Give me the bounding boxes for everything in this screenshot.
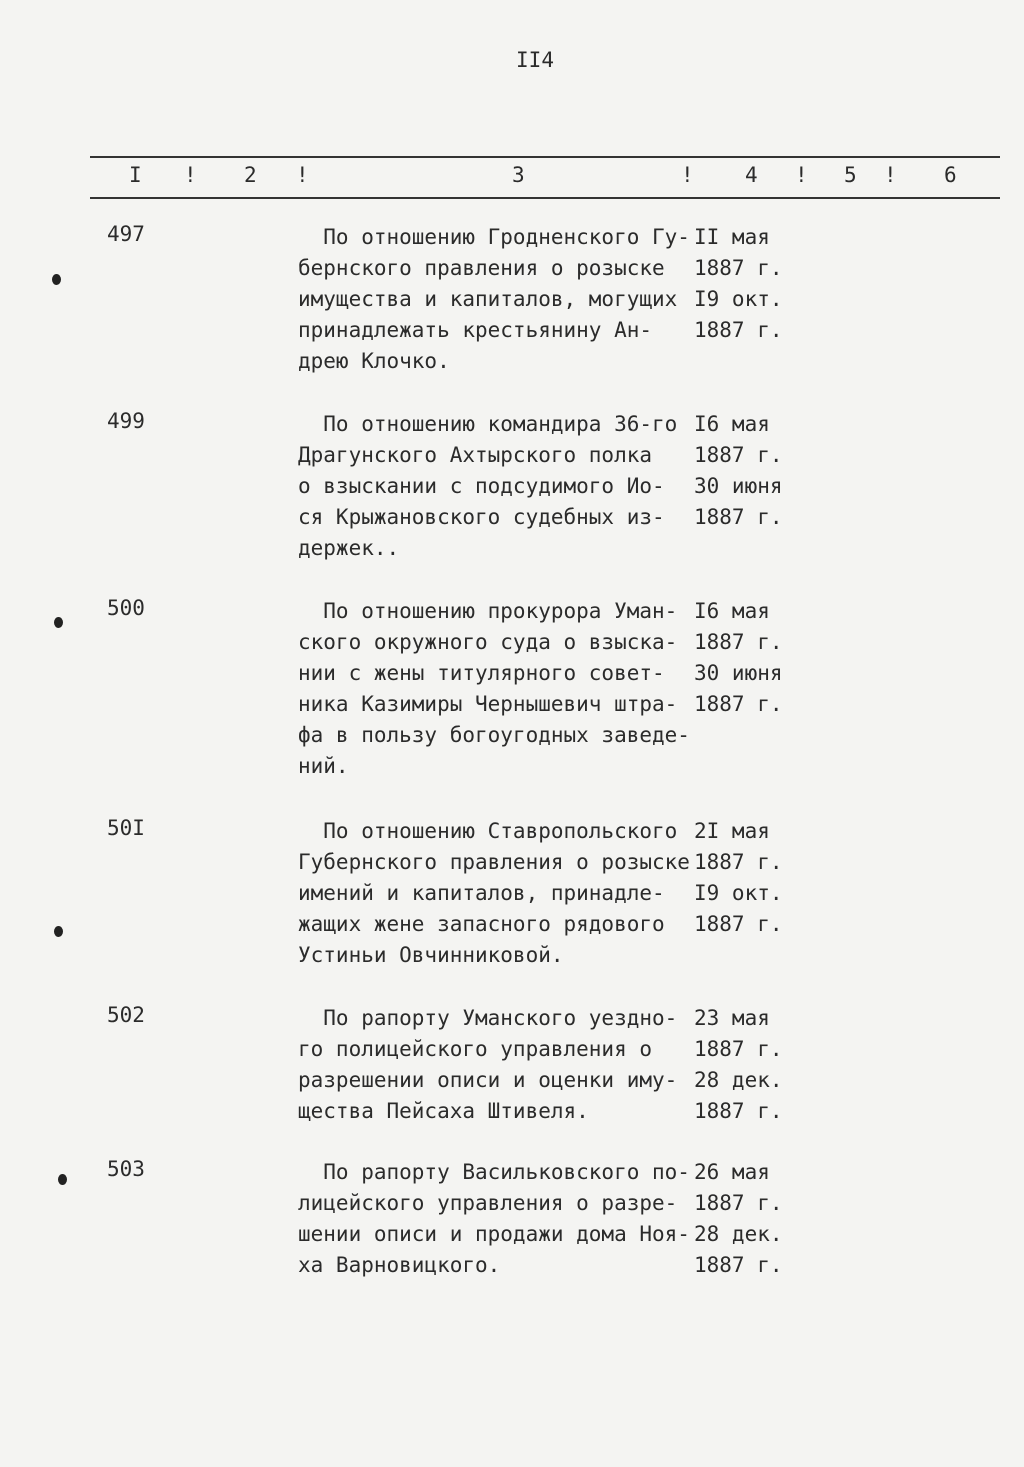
entry-description <box>298 409 698 564</box>
column-header-5: 5 <box>844 163 857 187</box>
entry-description <box>298 1157 698 1281</box>
entry-dates <box>694 409 814 533</box>
entry-description <box>298 222 698 377</box>
date-line: 2I мая <box>694 819 770 843</box>
entry-dates <box>694 596 814 720</box>
description-line: По отношению командира 36-го <box>298 412 678 436</box>
description-line: разрешении описи и оценки иму- <box>298 1068 678 1092</box>
description-line: По рапорту Уманского уездно- <box>298 1006 678 1030</box>
description-line: По рапорту Васильковского по- <box>298 1160 690 1184</box>
date-line: 23 мая <box>694 1006 770 1030</box>
description-line: щества Пейсаха Штивеля. <box>298 1099 589 1123</box>
date-line: 1887 г. <box>694 1253 783 1277</box>
date-line: 1887 г. <box>694 912 783 936</box>
date-line: 30 июня <box>694 474 783 498</box>
table-header-rule <box>90 197 1000 199</box>
description-line: бернского правления о розыске <box>298 256 665 280</box>
description-line: Устиньи Овчинниковой. <box>298 943 564 967</box>
column-header-3: 3 <box>512 163 525 187</box>
description-line: ского окружного суда о взыска- <box>298 630 678 654</box>
entry-description <box>298 816 698 971</box>
date-line: 26 мая <box>694 1160 770 1184</box>
description-line: лицейского управления о разре- <box>298 1191 678 1215</box>
punch-hole-mark <box>54 926 63 937</box>
column-separator: ! <box>884 163 897 187</box>
description-line: дрею Клочко. <box>298 349 450 373</box>
description-line: имущества и капиталов, могущих <box>298 287 678 311</box>
date-line: I9 окт. <box>694 881 783 905</box>
description-line: По отношению Ставропольского <box>298 819 678 843</box>
description-line: держек.. <box>298 536 400 560</box>
column-header-2: 2 <box>244 163 257 187</box>
description-line: По отношению Гродненского Гу- <box>298 225 690 249</box>
date-line: 1887 г. <box>694 1099 783 1123</box>
page-number: II4 <box>516 48 554 72</box>
description-line: принадлежать крестьянину Ан- <box>298 318 653 342</box>
table-top-rule <box>90 156 1000 158</box>
date-line: I6 мая <box>694 599 770 623</box>
column-separator: ! <box>795 163 808 187</box>
date-line: 1887 г. <box>694 1037 783 1061</box>
entry-dates <box>694 222 814 346</box>
description-line: Драгунского Ахтырского полка <box>298 443 653 467</box>
description-line: о взыскании с подсудимого Ио- <box>298 474 665 498</box>
punch-hole-mark <box>54 617 63 628</box>
column-header-1: I <box>129 163 142 187</box>
entry-number: 497 <box>107 222 145 246</box>
entry-number: 499 <box>107 409 145 433</box>
description-line: шении описи и продажи дома Ноя- <box>298 1222 690 1246</box>
date-line: 1887 г. <box>694 1191 783 1215</box>
column-separator: ! <box>184 163 197 187</box>
date-line: 1887 г. <box>694 443 783 467</box>
entry-description <box>298 1003 698 1127</box>
entry-dates <box>694 1003 814 1127</box>
date-line: 1887 г. <box>694 850 783 874</box>
description-line: жащих жене запасного рядового <box>298 912 665 936</box>
column-header-6: 6 <box>944 163 957 187</box>
column-separator: ! <box>681 163 694 187</box>
entry-number: 502 <box>107 1003 145 1027</box>
entry-number: 500 <box>107 596 145 620</box>
description-line: имений и капиталов, принадле- <box>298 881 665 905</box>
description-line: ха Варновицкого. <box>298 1253 501 1277</box>
date-line: 30 июня <box>694 661 783 685</box>
description-line: нии с жены титулярного совет- <box>298 661 665 685</box>
date-line: 1887 г. <box>694 630 783 654</box>
entry-dates <box>694 1157 814 1281</box>
description-line: ний. <box>298 754 349 778</box>
entry-dates <box>694 816 814 940</box>
date-line: 1887 г. <box>694 256 783 280</box>
date-line: I6 мая <box>694 412 770 436</box>
punch-hole-mark <box>58 1174 67 1185</box>
date-line: I9 окт. <box>694 287 783 311</box>
entry-number: 50I <box>107 816 145 840</box>
column-separator: ! <box>296 163 309 187</box>
date-line: 28 дек. <box>694 1068 783 1092</box>
date-line: 28 дек. <box>694 1222 783 1246</box>
column-header-4: 4 <box>745 163 758 187</box>
description-line: ника Казимиры Чернышевич штра- <box>298 692 678 716</box>
description-line: го полицейского управления о <box>298 1037 653 1061</box>
description-line: ся Крыжановского судебных из- <box>298 505 665 529</box>
description-line: По отношению прокурора Уман- <box>298 599 678 623</box>
entry-description <box>298 596 698 782</box>
date-line: 1887 г. <box>694 505 783 529</box>
date-line: 1887 г. <box>694 692 783 716</box>
entry-number: 503 <box>107 1157 145 1181</box>
date-line: 1887 г. <box>694 318 783 342</box>
description-line: Губернского правления о розыске <box>298 850 690 874</box>
date-line: II мая <box>694 225 770 249</box>
description-line: фа в пользу богоугодных заведе- <box>298 723 690 747</box>
punch-hole-mark <box>52 274 61 285</box>
